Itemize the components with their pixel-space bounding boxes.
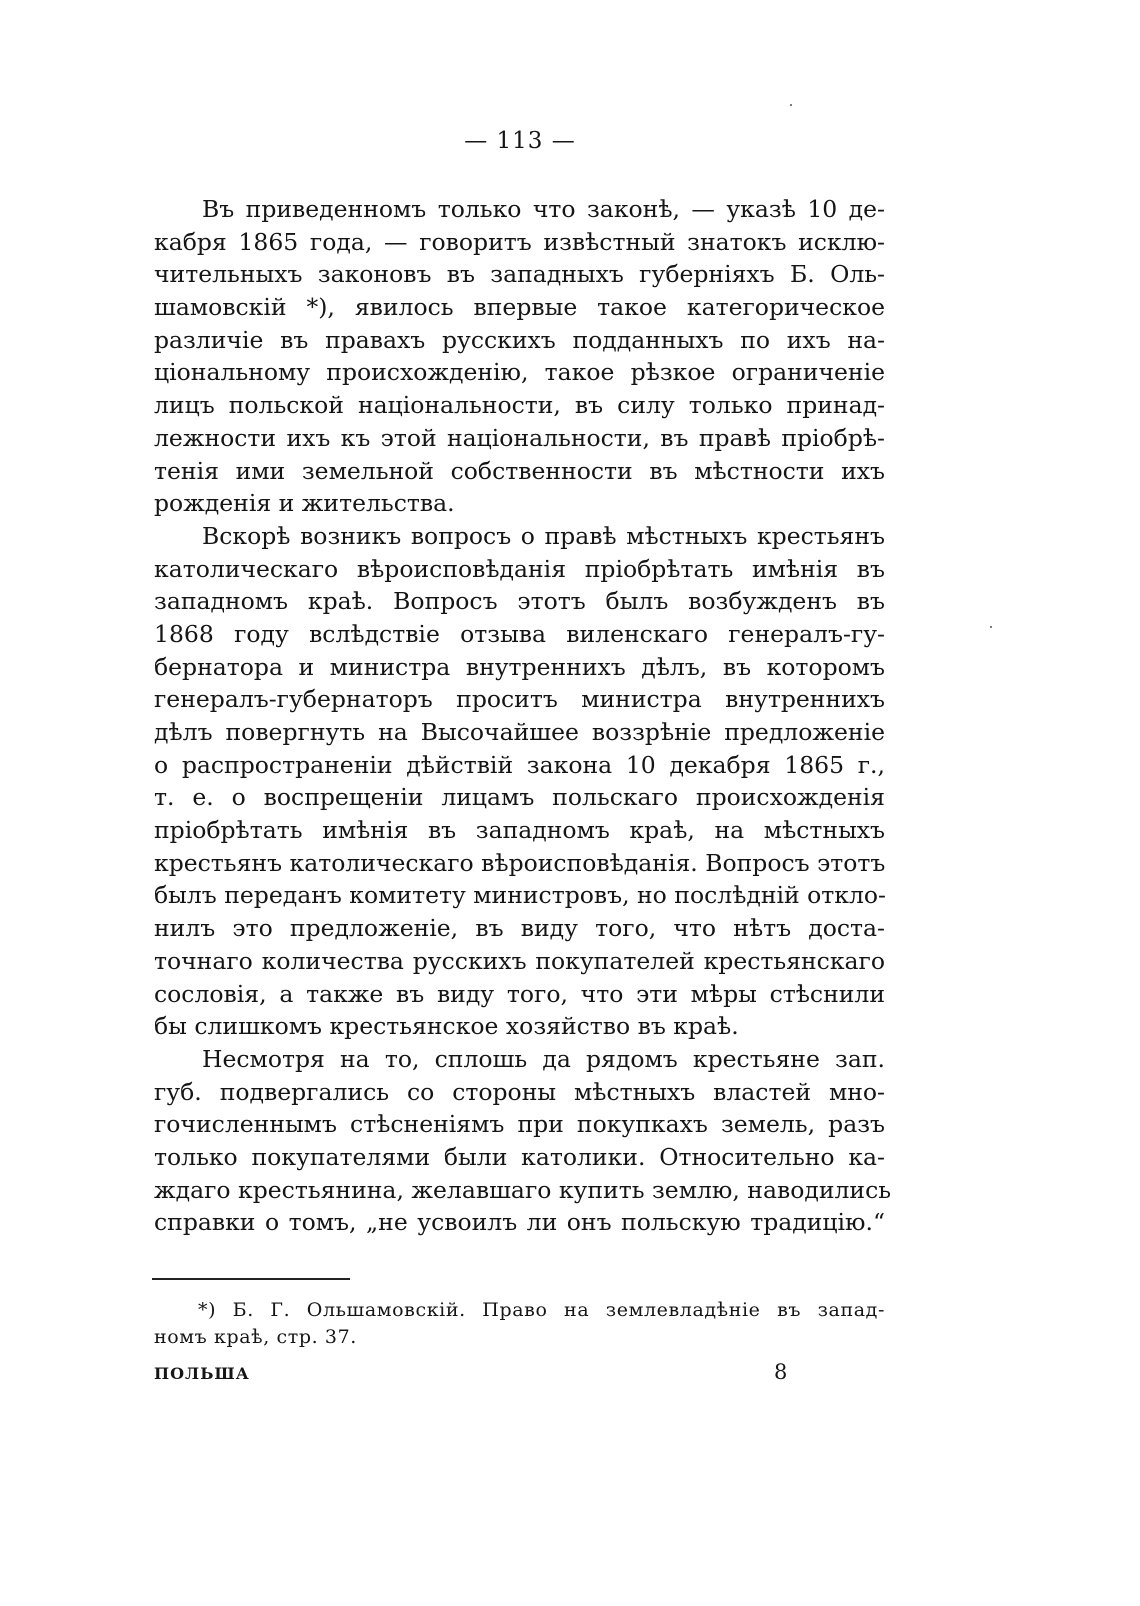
- text-line: нилъ это предложеніе, въ виду того, что нѣтъ доста-: [154, 914, 885, 943]
- text-line: лежности ихъ къ этой національности, въ правѣ пріобрѣ-: [154, 423, 885, 452]
- text-line: Несмотря на то, сплошь да рядомъ крестьяне зап.: [202, 1044, 885, 1073]
- text-line: чительныхъ законовъ въ западныхъ губерніяхъ Б. Оль-: [154, 260, 885, 289]
- text-line: крестьянъ католическаго вѣроисповѣданія. Вопросъ этотъ: [154, 848, 886, 877]
- text-line: бернатора и министра внутреннихъ дѣлъ, въ которомъ: [154, 652, 885, 681]
- text-line: лицъ польской національности, въ силу только принад-: [154, 391, 885, 420]
- main-text: [154, 193, 892, 1239]
- text-line: пріобрѣтать имѣнія въ западномъ краѣ, на мѣстныхъ: [154, 816, 885, 845]
- printer-signature: ПОЛЬША: [154, 1364, 250, 1383]
- text-line: западномъ краѣ. Вопросъ этотъ былъ возбужденъ въ: [154, 587, 885, 616]
- text-line: только покупателями были католики. Относительно ка-: [154, 1142, 885, 1171]
- text-line: 1868 году вслѣдствіе отзыва виленскаго генералъ-гу-: [154, 619, 885, 648]
- text-line: точнаго количества русскихъ покупателей крестьянскаго: [154, 946, 885, 975]
- text-line: кабря 1865 года, — говоритъ извѣстный знатокъ исклю-: [154, 227, 885, 256]
- footnote-divider: [152, 1278, 350, 1280]
- sheet-number: 8: [774, 1360, 788, 1384]
- text-line: ціональному происхожденію, такое рѣзкое ограниченіе: [154, 358, 885, 387]
- text-line: генералъ-губернаторъ проситъ министра внутреннихъ: [154, 685, 885, 714]
- text-line: католическаго вѣроисповѣданія пріобрѣтать имѣнія въ: [154, 554, 885, 583]
- page-number: — 113 —: [464, 128, 576, 154]
- text-line: т. е. о воспрещеніи лицамъ польскаго происхожденія: [154, 783, 885, 812]
- text-line: шамовскій *), явилось впервые такое категорическое: [154, 293, 885, 322]
- text-line: сословія, а также въ виду того, что эти мѣры стѣснили: [154, 979, 885, 1008]
- text-line: ждаго крестьянина, желавшаго купить землю, наводились: [154, 1175, 892, 1204]
- footnote-line: *) Б. Г. Ольшамовскій. Право на землевладѣніе въ запад-: [198, 1299, 885, 1321]
- text-line: справки о томъ, „не усвоилъ ли онъ польскую традицію.“: [154, 1208, 885, 1237]
- text-line: былъ переданъ комитету министровъ, но послѣдній откло-: [154, 881, 886, 910]
- text-line: Въ приведенномъ только что законѣ, — указѣ 10 де-: [202, 195, 885, 223]
- text-line: Вскорѣ возникъ вопросъ о правѣ мѣстныхъ крестьянъ: [202, 521, 885, 550]
- text-line: различіе въ правахъ русскихъ подданныхъ по ихъ на-: [154, 325, 885, 354]
- text-line: рожденія и жительства.: [154, 489, 455, 518]
- paper-speck: [790, 104, 792, 106]
- footnote: [154, 1297, 885, 1351]
- text-line: дѣлъ повергнуть на Высочайшее воззрѣніе предложеніе: [154, 718, 885, 746]
- footnote-line: номъ краѣ, стр. 37.: [154, 1326, 357, 1348]
- text-line: о распространеніи дѣйствій закона 10 декабря 1865 г.,: [154, 750, 885, 779]
- text-line: тенія ими земельной собственности въ мѣстности ихъ: [154, 456, 885, 485]
- text-line: гочисленнымъ стѣсненіямъ при покупкахъ земель, разъ: [154, 1110, 885, 1139]
- paper-speck: [990, 626, 992, 628]
- text-line: губ. подвергались со стороны мѣстныхъ властей мно-: [154, 1077, 885, 1106]
- text-line: бы слишкомъ крестьянское хозяйство въ краѣ.: [154, 1012, 739, 1041]
